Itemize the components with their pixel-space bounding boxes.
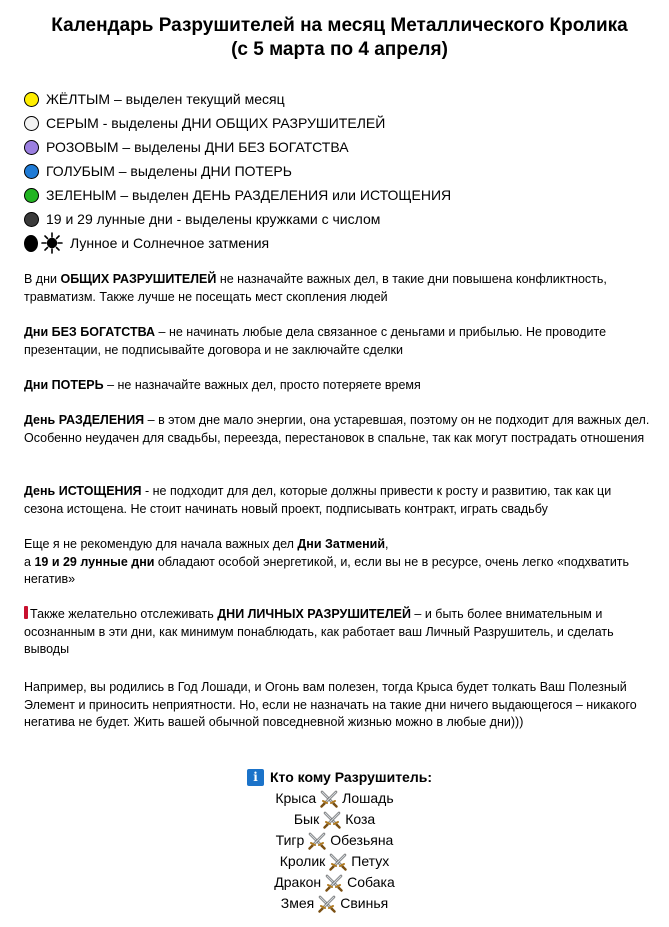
pair-right: Коза [345,811,376,827]
info-icon: i [247,769,264,786]
pair-right: Петух [351,853,390,869]
legend-item [24,87,451,111]
legend-label: ЖЁЛТЫМ – выделен текущий месяц [46,91,285,107]
paragraph-losses: Дни ПОТЕРЬ – не назначайте важных дел, просто потеряете время [24,378,421,392]
pair-right: Собака [347,874,395,890]
solar-eclipse-icon [41,232,63,254]
green-circle-icon [24,188,39,203]
pair-left: Бык [293,811,320,827]
pair-left: Кролик [279,853,326,869]
pair-right: Лошадь [342,790,394,806]
paragraph-eclipses: Еще я не рекомендую для начала важных дел Дни Затмений, а 19 и 29 лунные дни обладают особой энергетикой, и, если вы не в ресурсе, очень легко «подхватить негатив» [24,537,630,586]
legend-label: СЕРЫМ - выделены ДНИ ОБЩИХ РАЗРУШИТЕЛЕЙ [46,115,386,131]
pair-right: Свинья [340,895,389,911]
pair-row [0,788,669,809]
legend [24,87,451,255]
legend-item [24,183,451,207]
legend-item [24,135,451,159]
legend-label: РОЗОВЫМ – выделены ДНИ БЕЗ БОГАТСТВА [46,139,349,155]
paragraph-personal-destroyers: Также желательно отслеживать ДНИ ЛИЧНЫХ РАЗРУШИТЕЛЕЙ – и быть более внимательным и осознанным в эти дни, как минимум понаблюдать, как работает ваш Личный Разрушитель, и сделать выводы [24,607,614,656]
blue-circle-icon [24,164,39,179]
legend-item [24,111,451,135]
crossed-swords-icon [319,790,339,808]
yellow-circle-icon [24,92,39,107]
legend-item [24,207,451,231]
title-line-1: Календарь Разрушителей на месяц Металлического Кролика [51,15,628,36]
pair-row [0,893,669,914]
purple-circle-icon [24,140,39,155]
crossed-swords-icon [307,832,327,850]
black-circle-icon [24,212,39,227]
pair-right: Обезьяна [330,832,394,848]
pairs-title: Кто кому Разрушитель: [270,769,432,785]
legend-item [24,159,451,183]
crossed-swords-icon [317,895,337,913]
pair-row [0,851,669,872]
title-line-2: (с 5 марта по 4 апреля) [231,39,448,60]
legend-label: ГОЛУБЫМ – выделены ДНИ ПОТЕРЬ [46,163,292,179]
crossed-swords-icon [324,874,344,892]
paragraph-separation: День РАЗДЕЛЕНИЯ – в этом дне мало энергии, она устаревшая, поэтому он не подходит для важных дел. Особенно неудачен для свадьбы, переезда, перестановок в спальне, так как могут пострадать отношения [24,413,650,445]
crossed-swords-icon [328,853,348,871]
crossed-swords-icon [322,811,342,829]
destroyer-pairs [0,766,669,914]
pair-left: Змея [280,895,315,911]
legend-label: Лунное и Солнечное затмения [70,235,270,251]
exclamation-icon [24,606,28,619]
pair-row [0,830,669,851]
legend-item-eclipse [24,231,451,255]
pair-left: Дракон [274,874,322,890]
legend-label: ЗЕЛЕНЫМ – выделен ДЕНЬ РАЗДЕЛЕНИЯ или ИСТОЩЕНИЯ [46,187,452,203]
lunar-eclipse-icon [24,235,38,252]
page-title [0,14,669,62]
white-circle-icon [24,116,39,131]
pair-row [0,809,669,830]
pair-left: Тигр [275,832,305,848]
paragraph-common-destroyers: В дни ОБЩИХ РАЗРУШИТЕЛЕЙ не назначайте важных дел, в такие дни повышена конфликтность, травматизм. Также лучше не посещать мест скопления людей [24,272,607,304]
paragraph-example: Например, вы родились в Год Лошади, и Огонь вам полезен, тогда Крыса будет толкать Ваш Полезный Элемент и приносить неприятности. Но, если не назначать на такие дни ничего выдающегося – никакого негатива не будет. Жить вашей обычной повседневной жизнью можно в любые дни))) [24,680,637,729]
pairs-heading [0,766,669,788]
pair-left: Крыса [275,790,317,806]
pair-row [0,872,669,893]
legend-label: 19 и 29 лунные дни - выделены кружками с числом [46,211,381,227]
paragraph-no-wealth: Дни БЕЗ БОГАТСТВА – не начинать любые дела связанное с деньгами и прибылью. Не проводите презентации, не подписывайте договора и не заключайте сделки [24,325,607,357]
paragraph-exhaustion: День ИСТОЩЕНИЯ - не подходит для дел, которые должны привести к росту и развитию, так как ци сезона истощена. Не стоит начинать новый проект, подписывать контракт, играть свадьбу [24,484,612,516]
